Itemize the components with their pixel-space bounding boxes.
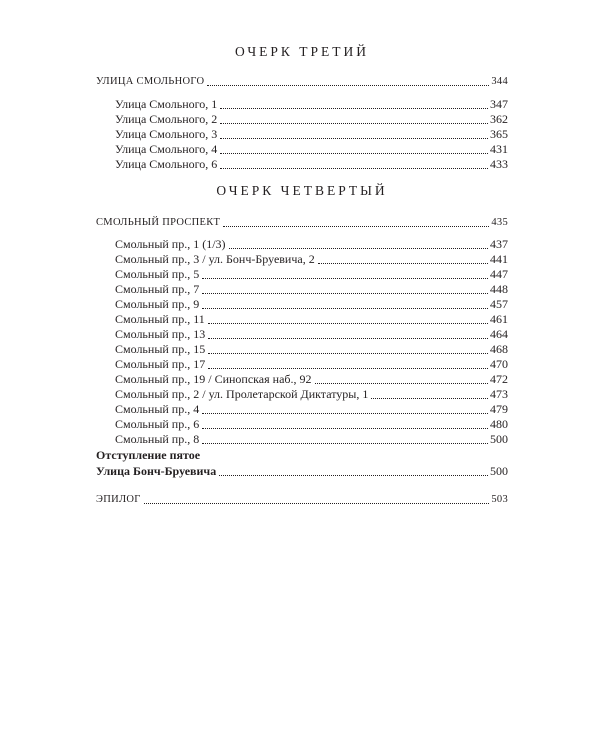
toc-entry-label: Смольный пр., 13 [115, 327, 206, 341]
toc-entry[interactable] [115, 267, 508, 282]
toc-entry-page: 470 [490, 357, 508, 371]
dot-leader [220, 152, 488, 154]
toc-entry[interactable] [115, 297, 508, 312]
toc-entry-page: 461 [490, 312, 508, 326]
toc-entry-main[interactable] [96, 74, 508, 89]
toc-entry-label: Улица Смольного, 2 [115, 112, 218, 126]
toc-entry-page: 447 [490, 267, 508, 281]
dot-leader [202, 427, 488, 429]
dot-leader [144, 502, 490, 504]
toc-entry-label: Улица Смольного, 3 [115, 127, 218, 141]
toc-entry-page: 468 [490, 342, 508, 356]
toc-entry-label: Улица Смольного, 6 [115, 157, 218, 171]
toc-entry-page: 472 [490, 372, 508, 386]
toc-entry-page: 435 [491, 217, 508, 228]
toc-entry-page: 503 [491, 494, 508, 505]
toc-entry[interactable] [115, 417, 508, 432]
toc-entry-label: Смольный пр., 4 [115, 402, 200, 416]
toc-entry-label: Смольный пр., 17 [115, 357, 206, 371]
toc-entry-page: 431 [490, 142, 508, 156]
toc-entry-page: 362 [490, 112, 508, 126]
dot-leader [220, 122, 488, 124]
toc-entry-page: 500 [490, 432, 508, 446]
toc-entry-page: 441 [490, 252, 508, 266]
toc-entry[interactable] [115, 282, 508, 297]
toc-entry-label: Смольный пр., 11 [115, 312, 205, 326]
toc-entry-page: 480 [490, 417, 508, 431]
dot-leader [371, 397, 488, 399]
toc-entry-label: Смольный пр., 8 [115, 432, 200, 446]
digression-title: Отступление пятое [96, 448, 201, 462]
dot-leader [223, 225, 489, 227]
toc-entry[interactable] [115, 327, 508, 342]
dot-leader [202, 292, 488, 294]
toc-entry[interactable] [115, 252, 508, 267]
section-heading-third: ОЧЕРК ТРЕТИЙ [234, 44, 370, 59]
dot-leader [220, 167, 488, 169]
toc-entry-label: Смольный пр., 9 [115, 297, 200, 311]
toc-entry-label: ЭПИЛОГ [96, 494, 141, 505]
toc-entry-page: 464 [490, 327, 508, 341]
dot-leader [202, 442, 488, 444]
toc-entry-label: Улица Бонч-Бруевича [96, 464, 217, 478]
dot-leader [208, 337, 488, 339]
dot-leader [220, 137, 488, 139]
dot-leader [208, 367, 488, 369]
dot-leader [315, 382, 488, 384]
toc-entry-label: Улица Смольного, 1 [115, 97, 218, 111]
toc-entry-page: 344 [491, 76, 508, 87]
toc-entry[interactable] [115, 387, 508, 402]
toc-entry-main[interactable] [96, 215, 508, 230]
toc-entry-page: 473 [490, 387, 508, 401]
toc-entry-label: СМОЛЬНЫЙ ПРОСПЕКТ [96, 217, 221, 228]
toc-entry[interactable] [115, 157, 508, 172]
dot-leader [208, 352, 488, 354]
dot-leader [318, 262, 488, 264]
toc-entry[interactable] [115, 97, 508, 112]
dot-leader [219, 474, 488, 476]
dot-leader [229, 247, 488, 249]
toc-entry[interactable] [115, 127, 508, 142]
dot-leader [202, 412, 488, 414]
dot-leader [208, 322, 488, 324]
toc-entry[interactable] [115, 112, 508, 127]
toc-entry-epilogue[interactable] [96, 492, 508, 507]
toc-entry-label: УЛИЦА СМОЛЬНОГО [96, 76, 205, 87]
toc-entry[interactable] [115, 312, 508, 327]
toc-entry-label: Смольный пр., 19 / Синопская наб., 92 [115, 372, 312, 386]
section-heading-fourth: ОЧЕРК ЧЕТВЕРТЫЙ [216, 183, 388, 198]
dot-leader [202, 277, 488, 279]
dot-leader [207, 84, 489, 86]
toc-entry-label: Смольный пр., 6 [115, 417, 200, 431]
toc-entry[interactable] [115, 372, 508, 387]
toc-entry[interactable] [115, 237, 508, 252]
toc-entry-digression[interactable] [96, 464, 508, 479]
toc-entry-page: 365 [490, 127, 508, 141]
toc-entry[interactable] [115, 142, 508, 157]
toc-entry-label: Смольный пр., 7 [115, 282, 200, 296]
toc-entry-label: Смольный пр., 5 [115, 267, 200, 281]
toc-entry-page: 457 [490, 297, 508, 311]
toc-entry[interactable] [115, 357, 508, 372]
toc-entry-label: Смольный пр., 15 [115, 342, 206, 356]
toc-entry-label: Смольный пр., 2 / ул. Пролетарской Диктатуры, 1 [115, 387, 369, 401]
toc-entry-label: Улица Смольного, 4 [115, 142, 218, 156]
toc-entry-page: 433 [490, 157, 508, 171]
toc-entry[interactable] [115, 342, 508, 357]
toc-entry-page: 448 [490, 282, 508, 296]
dot-leader [220, 107, 488, 109]
toc-entry-label: Смольный пр., 3 / ул. Бонч-Бруевича, 2 [115, 252, 315, 266]
toc-entry-page: 347 [490, 97, 508, 111]
toc-entry[interactable] [115, 432, 508, 447]
toc-entry[interactable] [115, 402, 508, 417]
toc-entry-page: 479 [490, 402, 508, 416]
toc-entry-label: Смольный пр., 1 (1/3) [115, 237, 226, 251]
dot-leader [202, 307, 488, 309]
toc-entry-page: 437 [490, 237, 508, 251]
toc-entry-page: 500 [490, 464, 508, 478]
